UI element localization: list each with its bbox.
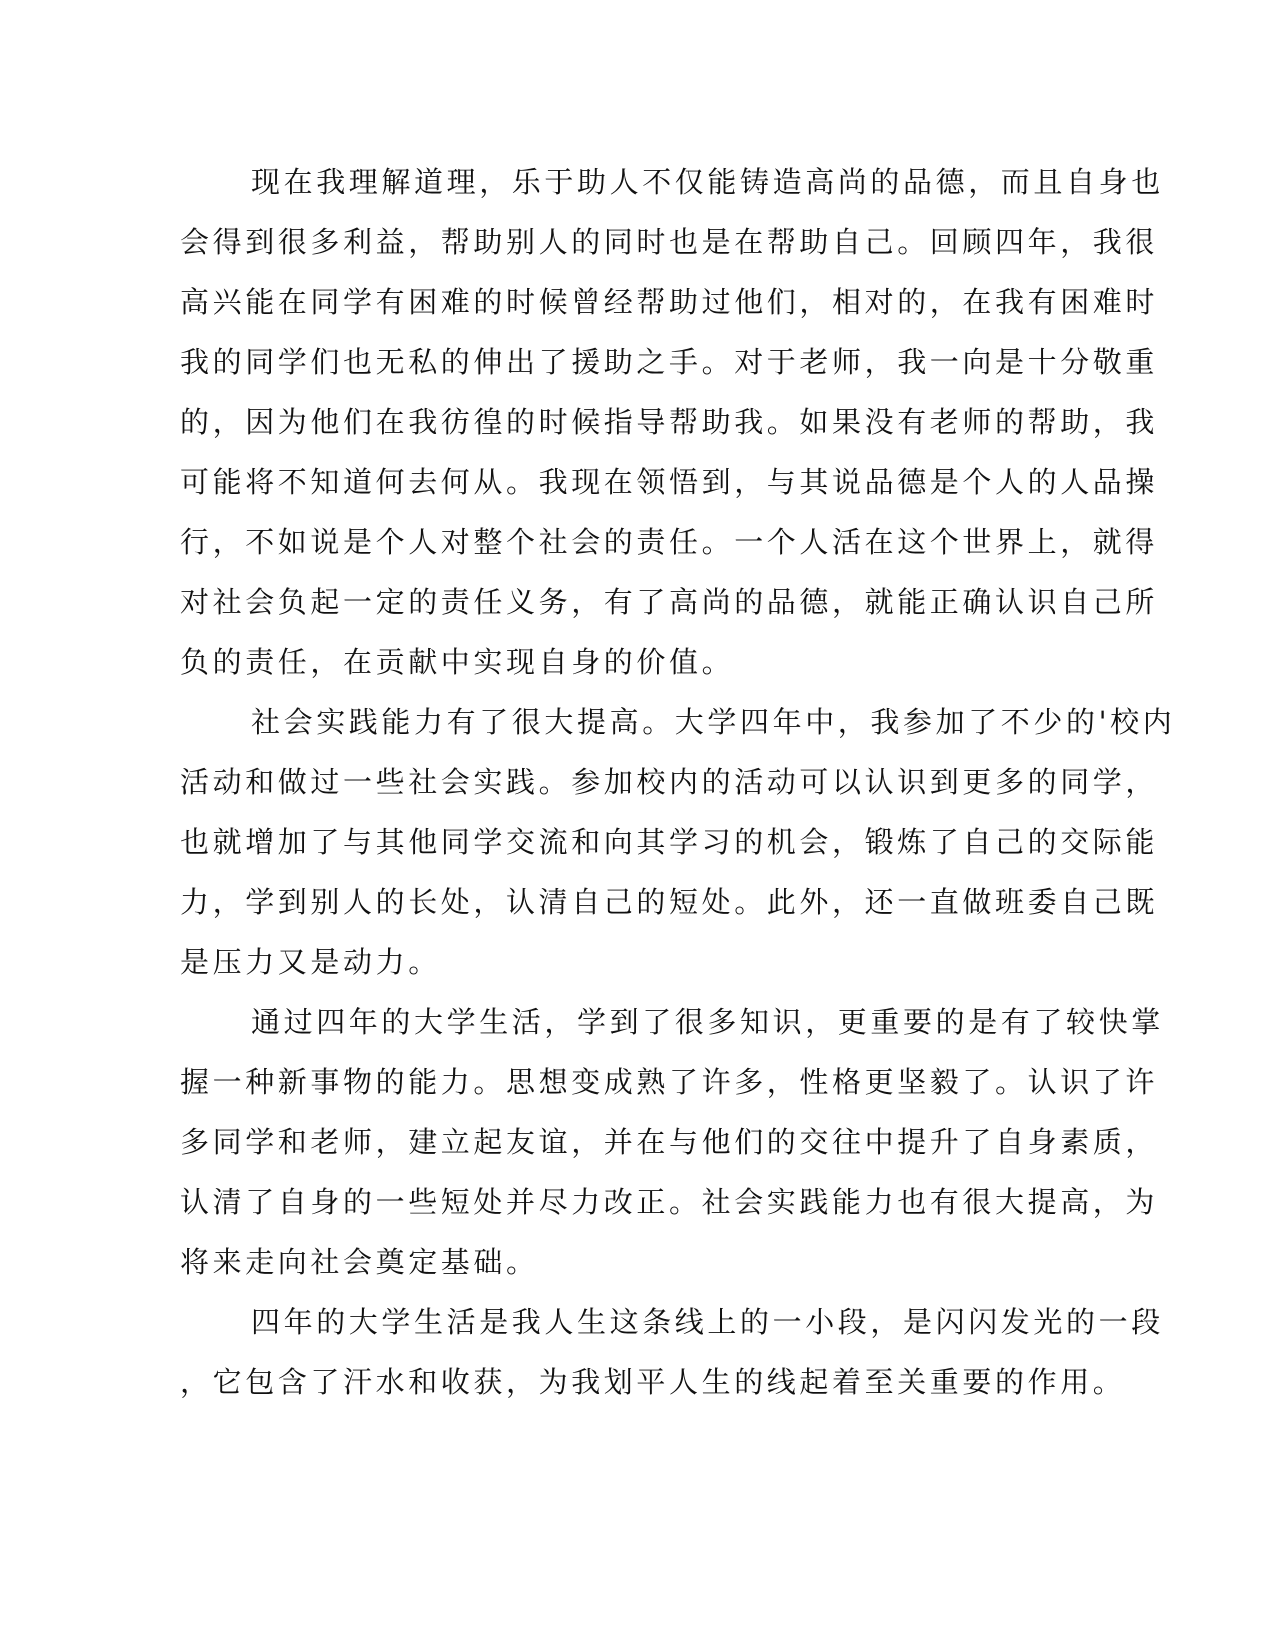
paragraph-line: 认清了自身的一些短处并尽力改正。社会实践能力也有很大提高，为 [180,1185,1159,1219]
paragraph-line: 四年的大学生活是我人生这条线上的一小段，是闪闪发光的一段 [251,1305,1164,1339]
paragraph-line: 力，学到别人的长处，认清自己的短处。此外，还一直做班委自己既 [180,885,1159,919]
paragraph-line: 也就增加了与其他同学交流和向其学习的机会，锻炼了自己的交际能 [180,825,1159,859]
paragraph-line: 高兴能在同学有困难的时候曾经帮助过他们，相对的，在我有困难时 [180,285,1159,319]
paragraph-line: 对社会负起一定的责任义务，有了高尚的品德，就能正确认识自己所 [180,585,1159,619]
paragraph-line: 社会实践能力有了很大提高。大学四年中，我参加了不少的'校内 [251,705,1176,739]
paragraph-line: 握一种新事物的能力。思想变成熟了许多，性格更坚毅了。认识了许 [180,1065,1159,1099]
paragraph-line: ，它包含了汗水和收获，为我划平人生的线起着至关重要的作用。 [180,1365,1126,1399]
paragraph-line: 的，因为他们在我彷徨的时候指导帮助我。如果没有老师的帮助，我 [180,405,1159,439]
paragraph-line: 会得到很多利益，帮助别人的同时也是在帮助自己。回顾四年，我很 [180,225,1159,259]
paragraph-line: 将来走向社会奠定基础。 [180,1245,539,1279]
paragraph-line: 行，不如说是个人对整个社会的责任。一个人活在这个世界上，就得 [180,525,1159,559]
paragraph-line: 我的同学们也无私的伸出了援助之手。对于老师，我一向是十分敬重 [180,345,1159,379]
paragraph-line: 活动和做过一些社会实践。参加校内的活动可以认识到更多的同学， [180,765,1159,799]
paragraph-line: 负的责任，在贡献中实现自身的价值。 [180,645,735,679]
paragraph-line: 是压力又是动力。 [180,945,441,979]
paragraph-line: 可能将不知道何去何从。我现在领悟到，与其说品德是个人的人品操 [180,465,1159,499]
paragraph-line: 通过四年的大学生活，学到了很多知识，更重要的是有了较快掌 [251,1005,1164,1039]
paragraph-line: 现在我理解道理，乐于助人不仅能铸造高尚的品德，而且自身也 [251,165,1164,199]
paragraph-line: 多同学和老师，建立起友谊，并在与他们的交往中提升了自身素质， [180,1125,1159,1159]
